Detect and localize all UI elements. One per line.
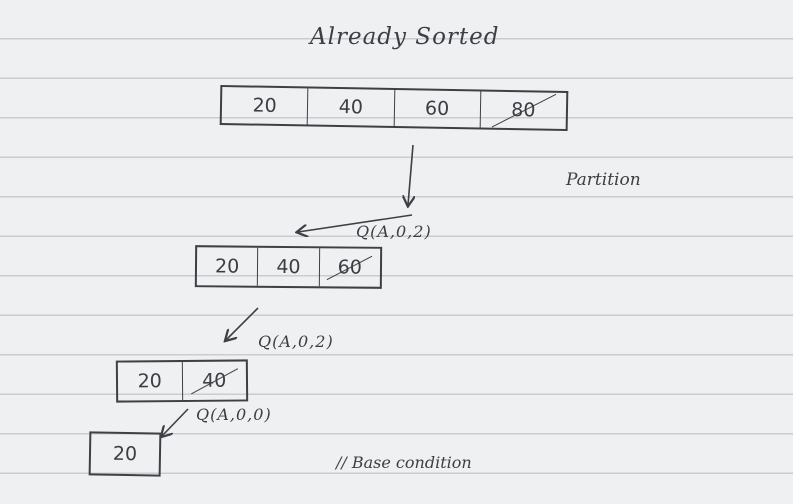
arrow-down <box>408 145 413 205</box>
base-condition-note: // Base condition <box>336 453 472 472</box>
arrow-diagonal <box>162 409 188 436</box>
recursive-call: Q(A,0,0) <box>196 405 272 424</box>
array-cell: 40 <box>258 248 320 287</box>
recursive-call: Q(A,0,2) <box>356 222 432 241</box>
array-cell: 80 <box>480 92 566 129</box>
array-cell: 20 <box>118 362 183 401</box>
page-title: Already Sorted <box>310 24 500 50</box>
arrow-diagonal <box>226 308 258 340</box>
array-cell: 40 <box>182 361 246 400</box>
array-cell: 20 <box>112 442 138 466</box>
array-cell: 20 <box>197 247 259 286</box>
array-cell: 60 <box>394 90 481 127</box>
partition-note: Partition <box>566 170 641 190</box>
array-cell: 40 <box>308 89 395 126</box>
array-cell: 60 <box>319 248 380 287</box>
array-cell: 20 <box>222 87 309 124</box>
arrow-left <box>298 215 412 232</box>
recursive-call: Q(A,0,2) <box>258 332 334 351</box>
